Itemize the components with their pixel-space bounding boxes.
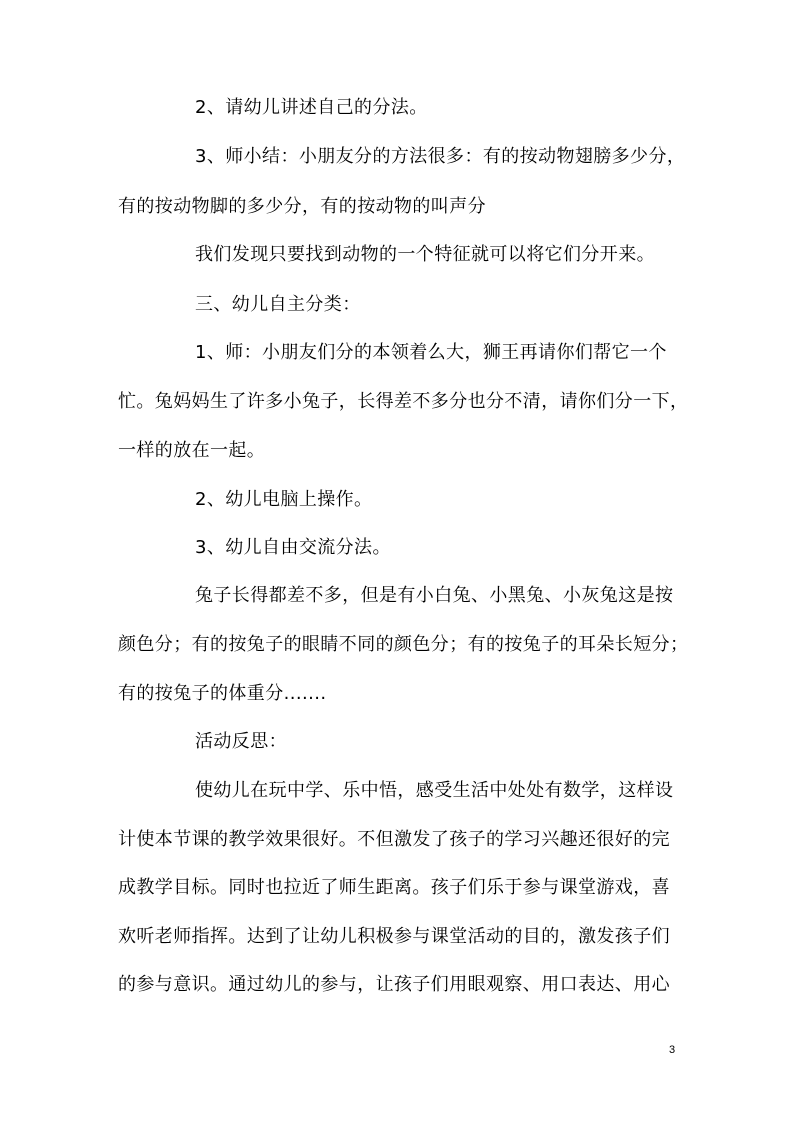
text-line: 有的按兔子的体重分....... (118, 683, 327, 704)
text-line: 2、幼儿电脑上操作。 (195, 489, 373, 510)
section-heading: 三、幼儿自主分类： (195, 294, 361, 315)
text-line: 成教学目标。同时也拉近了师生距离。孩子们乐于参与课堂游戏，喜 (118, 877, 670, 898)
text-line: 我们发现只要找到动物的一个特征就可以将它们分开来。 (195, 244, 655, 265)
text-line: 2、请幼儿讲述自己的分法。 (195, 97, 428, 118)
text-line: 颜色分；有的按兔子的眼睛不同的颜色分；有的按兔子的耳朵长短分； (118, 634, 689, 655)
text-line: 有的按动物脚的多少分，有的按动物的叫声分 (118, 196, 486, 217)
text-line: 的参与意识。通过幼儿的参与，让孩子们用眼观察、用口表达、用心 (118, 974, 670, 995)
page-number: 3 (669, 1044, 676, 1056)
text-line: 兔子长得都差不多，但是有小白兔、小黑兔、小灰兔这是按 (195, 585, 674, 606)
text-line: 3、师小结：小朋友分的方法很多：有的按动物翅膀多少分， (195, 146, 686, 167)
text-line: 计使本节课的教学效果很好。不但激发了孩子的学习兴趣还很好的完 (118, 829, 670, 850)
text-line: 1、师：小朋友们分的本领着么大，狮王再请你们帮它一个 (195, 342, 667, 363)
text-line: 欢听老师指挥。达到了让幼儿积极参与课堂活动的目的，激发孩子们 (118, 926, 670, 947)
text-line: 3、幼儿自由交流分法。 (195, 537, 391, 558)
text-line: 忙。兔妈妈生了许多小兔子，长得差不多分也分不清，请你们分一下， (118, 391, 689, 412)
section-heading: 活动反思： (195, 731, 287, 752)
text-line: 一样的放在一起。 (118, 440, 266, 461)
text-line: 使幼儿在玩中学、乐中悟，感受生活中处处有数学，这样设 (195, 780, 674, 801)
